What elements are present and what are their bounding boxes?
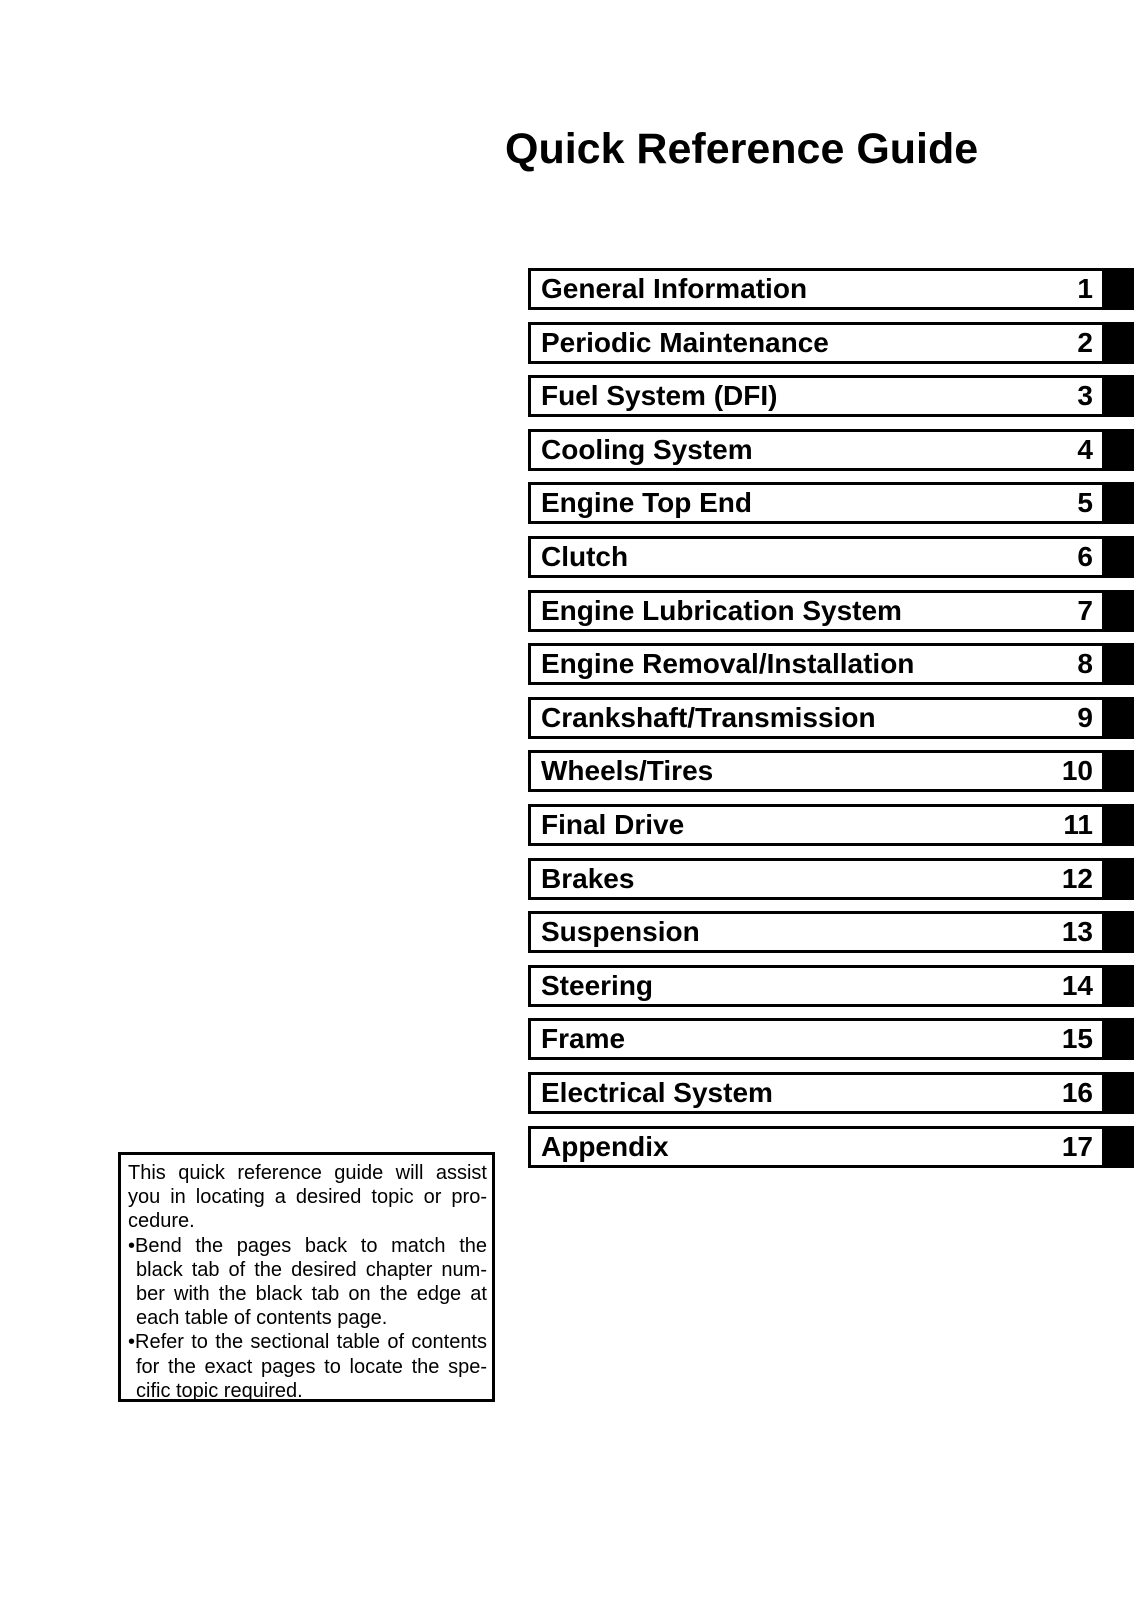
chapter-edge-tab bbox=[1105, 268, 1134, 310]
chapter-box bbox=[528, 322, 1105, 364]
chapter-edge-tab bbox=[1105, 911, 1134, 953]
chapter-number: 2 bbox=[1077, 327, 1093, 358]
chapter-number: 6 bbox=[1077, 541, 1093, 572]
chapter-row bbox=[528, 965, 1134, 1007]
note-line: for the exact pages to locate the spe- bbox=[136, 1355, 487, 1378]
chapter-edge-tab bbox=[1105, 322, 1134, 364]
chapter-row bbox=[528, 1072, 1134, 1114]
chapter-box bbox=[528, 1072, 1105, 1114]
chapter-box bbox=[528, 697, 1105, 739]
chapter-row bbox=[528, 911, 1134, 953]
chapter-box bbox=[528, 911, 1105, 953]
chapter-edge-tab bbox=[1105, 429, 1134, 471]
chapter-label: Cooling System bbox=[541, 434, 753, 465]
chapter-edge-tab bbox=[1105, 858, 1134, 900]
chapter-edge-tab bbox=[1105, 804, 1134, 846]
note-line: •Bend the pages back to match the bbox=[128, 1234, 487, 1257]
chapter-label: Brakes bbox=[541, 863, 635, 894]
chapter-label: Frame bbox=[541, 1023, 626, 1054]
chapter-number: 5 bbox=[1077, 487, 1093, 518]
chapter-row bbox=[528, 1018, 1134, 1060]
chapter-number: 10 bbox=[1061, 755, 1093, 786]
chapter-box bbox=[528, 858, 1105, 900]
chapter-number: 4 bbox=[1077, 434, 1093, 465]
chapter-edge-tab bbox=[1105, 1072, 1134, 1114]
chapter-edge-tab bbox=[1105, 1126, 1134, 1168]
chapter-number: 1 bbox=[1077, 273, 1093, 304]
chapter-row bbox=[528, 429, 1134, 471]
chapter-row bbox=[528, 858, 1134, 900]
chapter-box bbox=[528, 1018, 1105, 1060]
note-line: cedure. bbox=[128, 1210, 195, 1233]
chapter-box bbox=[528, 375, 1105, 417]
chapter-edge-tab bbox=[1105, 697, 1134, 739]
chapter-row bbox=[528, 1126, 1134, 1168]
chapter-row bbox=[528, 643, 1134, 685]
chapter-number: 8 bbox=[1077, 648, 1093, 679]
note-line: ber with the black tab on the edge at bbox=[136, 1283, 487, 1306]
chapter-label: Clutch bbox=[541, 541, 629, 572]
chapter-label: Engine Removal/Installation bbox=[541, 648, 915, 679]
chapter-box bbox=[528, 750, 1105, 792]
chapter-number: 9 bbox=[1077, 702, 1093, 733]
note-line: This quick reference guide will assist bbox=[128, 1162, 487, 1184]
chapter-label: Engine Lubrication System bbox=[541, 595, 902, 626]
chapter-label: Appendix bbox=[541, 1131, 669, 1162]
chapter-label: Crankshaft/Transmission bbox=[541, 702, 876, 733]
chapter-row bbox=[528, 375, 1134, 417]
page-title: Quick Reference Guide bbox=[505, 125, 979, 173]
chapter-label: Engine Top End bbox=[541, 487, 753, 518]
chapter-number: 15 bbox=[1061, 1023, 1093, 1054]
chapter-label: Electrical System bbox=[541, 1077, 773, 1108]
chapter-row bbox=[528, 322, 1134, 364]
chapter-row bbox=[528, 804, 1134, 846]
chapter-row bbox=[528, 482, 1134, 524]
chapter-row bbox=[528, 590, 1134, 632]
chapter-box bbox=[528, 590, 1105, 632]
chapter-label: Wheels/Tires bbox=[541, 755, 714, 786]
chapter-edge-tab bbox=[1105, 536, 1134, 578]
chapter-edge-tab bbox=[1105, 750, 1134, 792]
note-line: black tab of the desired chapter num- bbox=[136, 1258, 487, 1281]
chapter-box bbox=[528, 643, 1105, 685]
chapter-box bbox=[528, 804, 1105, 846]
chapter-edge-tab bbox=[1105, 643, 1134, 685]
chapter-list bbox=[528, 268, 1134, 1178]
note-line: you in locating a desired topic or pro- bbox=[128, 1186, 487, 1209]
chapter-box bbox=[528, 1126, 1105, 1168]
chapter-label: Fuel System (DFI) bbox=[541, 380, 778, 411]
chapter-label: Periodic Maintenance bbox=[541, 327, 829, 358]
chapter-box bbox=[528, 429, 1105, 471]
chapter-edge-tab bbox=[1105, 590, 1134, 632]
chapter-box bbox=[528, 536, 1105, 578]
note-line: •Refer to the sectional table of contents bbox=[128, 1331, 487, 1354]
chapter-row bbox=[528, 536, 1134, 578]
chapter-label: General Information bbox=[541, 273, 808, 304]
chapter-number: 14 bbox=[1061, 970, 1093, 1001]
chapter-box bbox=[528, 482, 1105, 524]
chapter-number: 17 bbox=[1061, 1131, 1093, 1162]
chapter-box bbox=[528, 965, 1105, 1007]
chapter-label: Steering bbox=[541, 970, 654, 1001]
chapter-number: 7 bbox=[1077, 595, 1093, 626]
chapter-box bbox=[528, 268, 1105, 310]
chapter-label: Suspension bbox=[541, 916, 700, 947]
note-box bbox=[118, 1152, 495, 1402]
chapter-row bbox=[528, 750, 1134, 792]
chapter-number: 12 bbox=[1061, 863, 1093, 894]
chapter-label: Final Drive bbox=[541, 809, 685, 840]
chapter-row bbox=[528, 697, 1134, 739]
chapter-edge-tab bbox=[1105, 375, 1134, 417]
chapter-number: 3 bbox=[1077, 380, 1093, 411]
chapter-edge-tab bbox=[1105, 1018, 1134, 1060]
note-line: each table of contents page. bbox=[136, 1307, 388, 1330]
chapter-number: 11 bbox=[1063, 809, 1093, 840]
chapter-number: 13 bbox=[1061, 916, 1093, 947]
chapter-number: 16 bbox=[1061, 1077, 1093, 1108]
chapter-edge-tab bbox=[1105, 482, 1134, 524]
chapter-edge-tab bbox=[1105, 965, 1134, 1007]
note-line: cific topic required. bbox=[136, 1379, 303, 1402]
chapter-row bbox=[528, 268, 1134, 310]
